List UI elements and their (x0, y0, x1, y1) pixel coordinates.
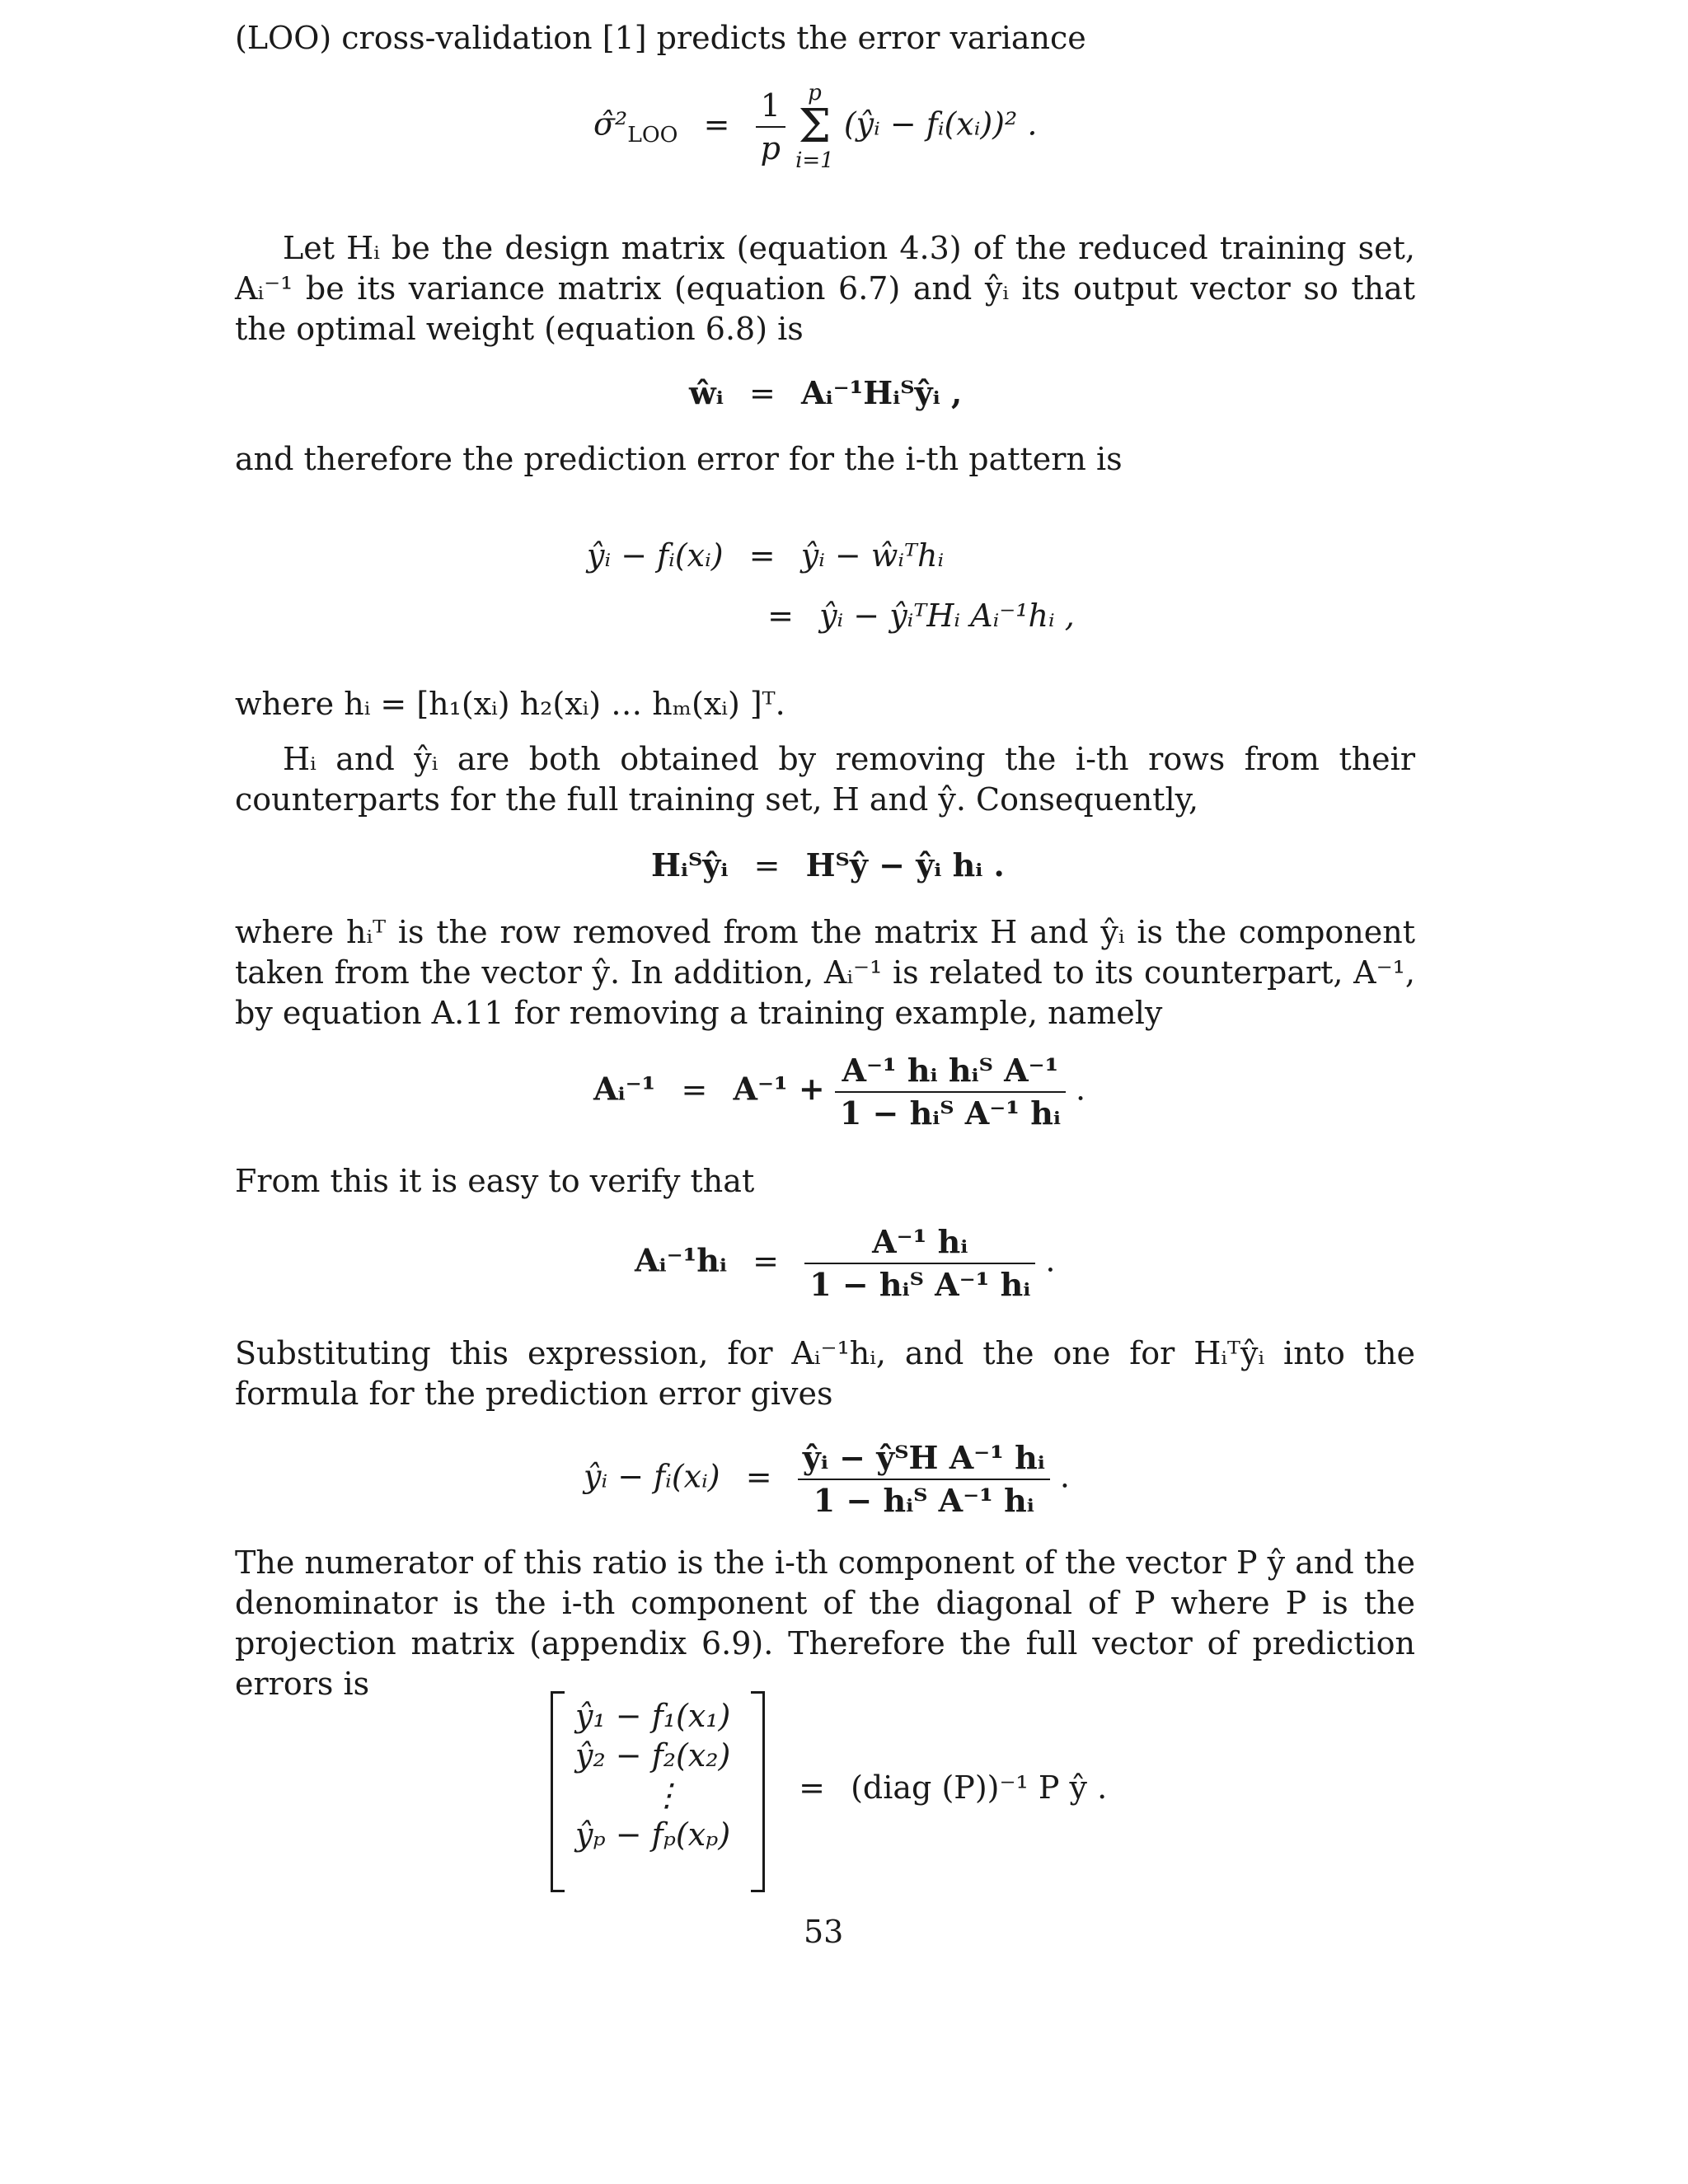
pe-lhs: ŷᵢ − fᵢ(xᵢ) (587, 537, 724, 574)
loo-den: p (760, 130, 781, 166)
w-rhs: Aᵢ⁻¹Hᵢᵀŷᵢ , (801, 374, 963, 411)
paragraph-6: where hᵢᵀ is the row removed from the matrix H and ŷᵢ is the component taken from the vector ŷ. In addition, Aᵢ⁻¹ is related to its counterpart, A⁻¹, by equation A.11 for removing a training example, namely (235, 914, 1415, 1031)
w-lhs: ŵᵢ (689, 374, 724, 411)
ai-tail: . (1076, 1071, 1086, 1108)
matrix-row-1: ŷ₁ − f₁(x₁) (575, 1698, 731, 1734)
ah-tail: . (1045, 1242, 1056, 1279)
matrix-row-2: ŷ₂ − f₂(x₂) (575, 1737, 731, 1774)
equation-loo-variance (593, 81, 1037, 173)
eq-sign: = (767, 598, 794, 634)
sum-bottom: i=1 (795, 148, 834, 173)
eq-sign: = (799, 1769, 825, 1806)
ah-fraction (804, 1223, 1035, 1303)
loo-fraction (756, 87, 785, 166)
matrix-row-3: ⋮ (651, 1777, 682, 1813)
ai-num: A⁻¹ hᵢ hᵢᵀ A⁻¹ (835, 1055, 1066, 1093)
paragraph-8: Substituting this expression, for Aᵢ⁻¹hᵢ, and the one for Hᵢᵀŷᵢ into the formula for the prediction error gives (235, 1335, 1415, 1412)
eq-sign: = (748, 537, 776, 574)
matrix-rows (575, 1696, 730, 1854)
paragraph-7: From this it is easy to verify that (235, 1163, 755, 1199)
fin-lhs: ŷᵢ − fᵢ(xᵢ) (584, 1458, 720, 1495)
mat-rhs: (diag (P))⁻¹ P ŷ . (851, 1769, 1108, 1806)
equation-hy (651, 846, 1005, 883)
eq-sign: = (703, 105, 730, 143)
ah-lhs: Aᵢ⁻¹hᵢ (635, 1241, 727, 1279)
eq-sign: = (753, 1242, 780, 1279)
error-vector-matrix (551, 1691, 765, 1889)
right-bracket (751, 1691, 765, 1892)
pe-rhs1: ŷᵢ − ŵᵢᵀhᵢ (800, 537, 945, 574)
fin-den: 1 − hᵢᵀ A⁻¹ hᵢ (813, 1482, 1034, 1519)
left-bracket (551, 1691, 565, 1892)
equation-weight (689, 374, 963, 411)
paragraph-3: and therefore the prediction error for the i-th pattern is (235, 441, 1123, 477)
matrix-row-4: ŷₚ − fₚ(xₚ) (575, 1816, 731, 1853)
loo-num: 1 (756, 90, 785, 128)
eq-sign: = (745, 1458, 772, 1495)
paragraph-5: Hᵢ and ŷᵢ are both obtained by removing the i-th rows from their counterparts for the full training set, H and ŷ. Consequently, (235, 741, 1415, 818)
equation-a-inverse (593, 1052, 1086, 1132)
pe-rhs2: ŷᵢ − ŷᵢᵀHᵢ Aᵢ⁻¹hᵢ , (819, 598, 1075, 634)
loo-lhs-sub: LOO (627, 122, 678, 148)
sum-top: p (808, 81, 822, 105)
eq-sign: = (753, 847, 781, 883)
summation (795, 81, 834, 173)
paragraph-1: (LOO) cross-validation [1] predicts the error variance (235, 20, 1086, 56)
fin-tail: . (1059, 1458, 1071, 1495)
ah-num: A⁻¹ hᵢ (804, 1226, 1035, 1264)
ai-fraction (835, 1052, 1066, 1132)
hy-rhs: Hᵀŷ − ŷᵢ hᵢ . (805, 846, 1005, 883)
fin-fraction (798, 1439, 1050, 1519)
eq-sign: = (681, 1071, 708, 1108)
paragraph-9: The numerator of this ratio is the i-th component of the vector P ŷ and the denominator is the i-th component of the diagonal of P where P is the projection matrix (appendix 6.9). Therefore the full vector of prediction errors is (235, 1544, 1415, 1702)
paragraph-4: where hᵢ = [h₁(xᵢ) h₂(xᵢ) … hₘ(xᵢ) ]ᵀ. (235, 686, 785, 722)
fin-num: ŷᵢ − ŷᵀH A⁻¹ hᵢ (798, 1442, 1050, 1480)
equation-prediction-error-line1 (587, 537, 945, 574)
page-number: 53 (804, 1914, 844, 1950)
ai-lhs: Aᵢ⁻¹ (593, 1070, 656, 1108)
ai-rhs-a: A⁻¹ + (733, 1070, 825, 1108)
equation-final-error (584, 1439, 1071, 1519)
equation-ah (635, 1223, 1056, 1303)
ah-den: 1 − hᵢᵀ A⁻¹ hᵢ (809, 1266, 1031, 1303)
equation-matrix-rhs (783, 1769, 1108, 1806)
hy-lhs: Hᵢᵀŷᵢ (651, 846, 729, 883)
paragraph-2: Let Hᵢ be the design matrix (equation 4.3) of the reduced training set, Aᵢ⁻¹ be its variance matrix (equation 6.7) and ŷᵢ its output vector so that the optimal weight (equation 6.8) is (235, 230, 1415, 347)
eq-sign: = (748, 375, 776, 411)
equation-prediction-error-line2 (752, 598, 1075, 634)
loo-rhs: (ŷᵢ − fᵢ(xᵢ))² . (843, 105, 1038, 143)
sum-symbol: Σ (798, 100, 832, 153)
loo-lhs: σ̂² (593, 105, 628, 143)
ai-den: 1 − hᵢᵀ A⁻¹ hᵢ (839, 1094, 1061, 1132)
